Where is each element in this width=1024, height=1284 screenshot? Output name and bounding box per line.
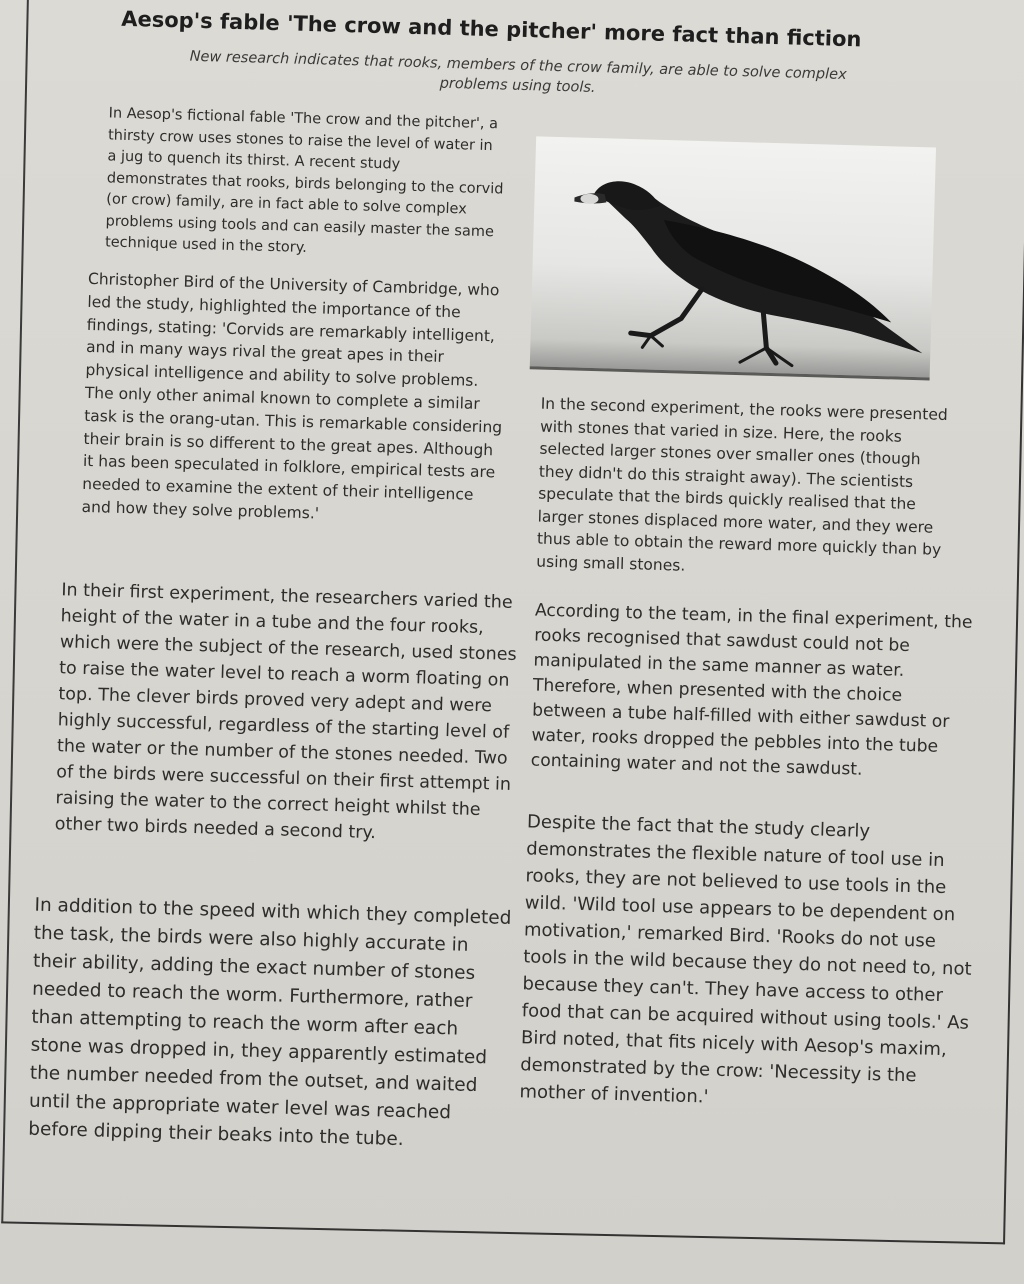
paragraph-second-experiment [536,393,961,597]
rook-photo [530,136,936,380]
paragraph-conclusion [519,808,987,1130]
paragraph-final-experiment [530,599,975,798]
paragraph-text: In Aesop's fictional fable 'The crow and the pitcher', a thirsty crow uses stones to raise the level of water in a jug to quench its thirst. A recent study demonstrates that rooks, birds belonging to the corvid (or crow) family, are in fact able to solve complex problems using tools and can easily master the same technique used in the story. [104,105,504,257]
paragraph-text: Christopher Bird of the University of Cambridge, who led the study, highlighted the importance of the findings, stating: 'Corvids are remarkably intelligent, and in many ways rival the great apes in their physical intelligence and ability to solve problems. The only other animal known to complete a similar task is the orang-utan. This is remarkable considering their brain is so different to the great apes. Although it has been speculated in folklore, empirical tests are needed to examine the extent of their intelligence and how they solve problems.' [81,269,503,523]
paragraph-text: In addition to the speed with which they completed the task, the birds were also highly accurate in their ability, adding the exact number of stones needed to reach the worm. Furthermore, rather than attempting to reach the worm after each stone was dropped in, they apparently estimated the number needed from the outset, and waited until the appropriate water level was reached before dipping their beaks into the tube. [27,894,512,1151]
paragraph-bird-quote [81,268,508,542]
paragraph-text: In the second experiment, the rooks were presented with stones that varied in size. Here, the rooks selected larger stones over smaller ones (though they didn't do this straight away). The scientists speculate that the birds quickly realised that the larger stones displaced more water, and they were thus able to obtain the reward more quickly than by using small stones. [536,394,948,575]
paragraph-accuracy [28,892,515,1169]
article-subtitle: New research indicates that rooks, members of the crow family, are able to solve complex problems using tools. [189,48,847,96]
paragraph-text: Despite the fact that the study clearly demonstrates the flexible nature of tool use in rooks, they are not believed to use tools in the wild. 'Wild tool use appears to be dependent on motivation,' remarked Bird. 'Rooks do not use tools in the wild because they do not need to, not because they can't. They have access to other food that can be acquired without using tools.' As Bird noted, that fits nicely with Aesop's maxim, demonstrated by the crow: 'Necessity is the mother of invention.' [519,811,972,1108]
paragraph-first-experiment [54,577,521,862]
paragraph-intro [104,103,506,277]
paragraph-text: In their first experiment, the researchers varied the height of the water in a tube and the four rooks, which were the subject of the research, used stones to raise the water level to reach a worm floating on top. The clever birds proved very adept and were highly successful, regardless of the starting level of the water or the number of the stones needed. Two of the birds were successful on their first attempt in raising the water to the correct height whilst the other two birds needed a second try. [54,580,517,844]
paragraph-text: According to the team, in the final experiment, the rooks recognised that sawdust could not be manipulated in the same manner as water. Therefore, when presented with the choice between a tube half-filled with either sawdust or water, rooks dropped the pebbles into the tube containing water and not the sawdust. [530,600,973,780]
article-title: Aesop's fable 'The crow and the pitcher' more fact than fiction [120,6,862,52]
rook-icon [530,136,936,377]
